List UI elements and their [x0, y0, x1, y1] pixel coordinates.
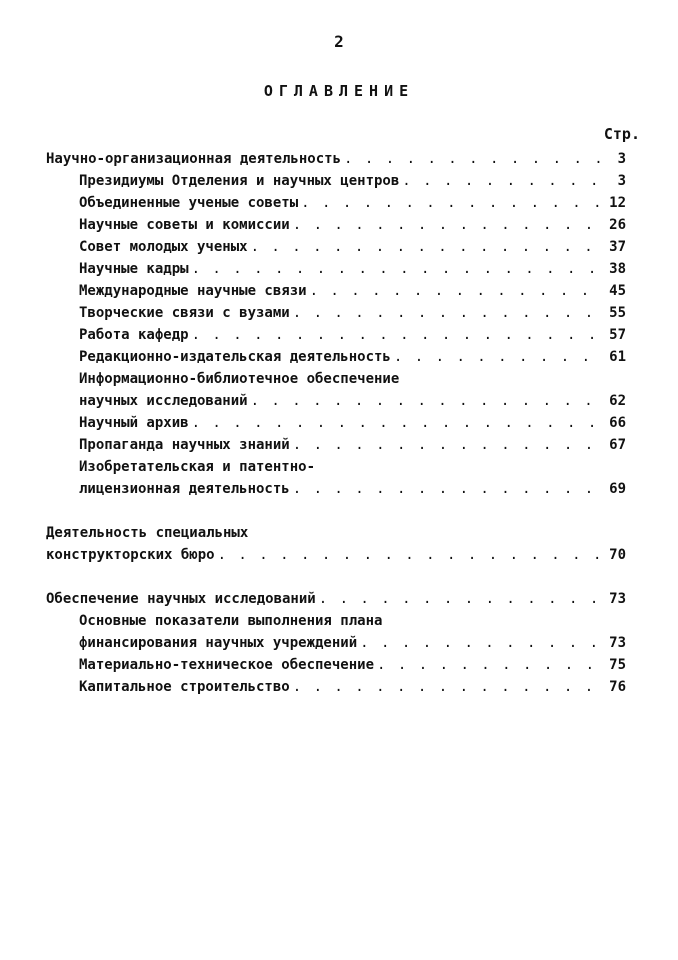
- toc-entry-title-line: Информационно-библиотечное обеспечение: [79, 371, 400, 387]
- toc-entry-page: 69: [609, 481, 626, 497]
- toc-entry-title: Обеспечение научных исследований: [46, 591, 316, 607]
- dot-leader: [251, 236, 603, 258]
- pages-column-header: Стр.: [603, 125, 640, 143]
- dot-leader: [251, 390, 603, 412]
- toc-entry[interactable]: [46, 434, 626, 456]
- toc-entry[interactable]: [46, 192, 626, 214]
- toc-entry-title: научных исследований: [79, 393, 248, 409]
- toc-entry[interactable]: [46, 258, 626, 280]
- toc-entry[interactable]: [46, 324, 626, 346]
- toc-entry-title: лицензионная деятельность: [79, 481, 290, 497]
- toc-entry-page: 76: [609, 679, 626, 695]
- toc-entry[interactable]: [46, 280, 626, 302]
- toc-entry-page: 67: [609, 437, 626, 453]
- dot-leader: [394, 346, 603, 368]
- dot-leader: [319, 588, 603, 610]
- toc-entry[interactable]: [46, 676, 626, 698]
- table-of-contents: [46, 148, 626, 698]
- toc-entry-page: 26: [609, 217, 626, 233]
- toc-entry-title: Научные кадры: [79, 261, 189, 277]
- page-number: 2: [334, 32, 344, 51]
- dot-leader: [192, 412, 603, 434]
- toc-entry-title: Международные научные связи: [79, 283, 307, 299]
- toc-entry-title: Капитальное строительство: [79, 679, 290, 695]
- toc-entry-page: 12: [609, 195, 626, 211]
- toc-entry[interactable]: [46, 522, 626, 566]
- toc-entry-page: 73: [609, 635, 626, 651]
- toc-entry[interactable]: [46, 654, 626, 676]
- toc-entry[interactable]: [46, 214, 626, 236]
- toc-entry-page: 75: [609, 657, 626, 673]
- toc-entry-page: 37: [609, 239, 626, 255]
- toc-entry-page: 70: [609, 547, 626, 563]
- toc-entry-title: конструкторских бюро: [46, 547, 215, 563]
- toc-entry[interactable]: [46, 456, 626, 500]
- toc-entry[interactable]: [46, 368, 626, 412]
- toc-entry-title-line: Деятельность специальных: [46, 525, 249, 541]
- toc-entry-title: Материально-техническое обеспечение: [79, 657, 375, 673]
- toc-entry-page: 45: [609, 283, 626, 299]
- toc-entry-title-line: Изобретательская и патентно-: [79, 459, 316, 475]
- toc-entry-title: Совет молодых ученых: [79, 239, 248, 255]
- dot-leader: [293, 676, 603, 698]
- toc-entry[interactable]: [46, 302, 626, 324]
- dot-leader: [301, 192, 603, 214]
- dot-leader: [293, 214, 603, 236]
- toc-entry-page: 61: [609, 349, 626, 365]
- toc-entry[interactable]: [46, 346, 626, 368]
- dot-leader: [310, 280, 603, 302]
- dot-leader: [377, 654, 603, 676]
- toc-entry-page: 3: [617, 151, 626, 167]
- toc-entry-title: Объединенные ученые советы: [79, 195, 299, 211]
- toc-entry[interactable]: [46, 412, 626, 434]
- dot-leader: [192, 324, 603, 346]
- dot-leader: [293, 478, 603, 500]
- dot-leader: [293, 302, 603, 324]
- dot-leader: [402, 170, 603, 192]
- toc-entry-title-line: Основные показатели выполнения плана: [79, 613, 383, 629]
- toc-entry[interactable]: [46, 170, 626, 192]
- toc-entry-title: Президиумы Отделения и научных центров: [79, 173, 400, 189]
- toc-entry-page: 55: [609, 305, 626, 321]
- toc-entry-title: финансирования научных учреждений: [79, 635, 358, 651]
- dot-leader: [293, 434, 603, 456]
- toc-entry-page: 62: [609, 393, 626, 409]
- toc-entry-page: 66: [609, 415, 626, 431]
- toc-spacer: [46, 566, 626, 588]
- toc-entry-title: Творческие связи с вузами: [79, 305, 290, 321]
- toc-entry[interactable]: [46, 610, 626, 654]
- toc-entry[interactable]: [46, 588, 626, 610]
- toc-entry-page: 38: [609, 261, 626, 277]
- toc-entry-title: Научно-организационная деятельность: [46, 151, 342, 167]
- dot-leader: [360, 632, 603, 654]
- dot-leader: [218, 544, 603, 566]
- toc-entry-title: Пропаганда научных знаний: [79, 437, 290, 453]
- toc-entry[interactable]: [46, 148, 626, 170]
- toc-title: ОГЛАВЛЕНИЕ: [263, 82, 415, 100]
- toc-entry-title: Работа кафедр: [79, 327, 189, 343]
- toc-entry-page: 73: [609, 591, 626, 607]
- toc-entry-title: Научный архив: [79, 415, 189, 431]
- dot-leader: [344, 148, 603, 170]
- toc-entry-page: 3: [617, 173, 626, 189]
- toc-entry-page: 57: [609, 327, 626, 343]
- dot-leader: [192, 258, 603, 280]
- toc-spacer: [46, 500, 626, 522]
- toc-entry-title: Научные советы и комиссии: [79, 217, 290, 233]
- toc-entry[interactable]: [46, 236, 626, 258]
- toc-entry-title: Редакционно-издательская деятельность: [79, 349, 391, 365]
